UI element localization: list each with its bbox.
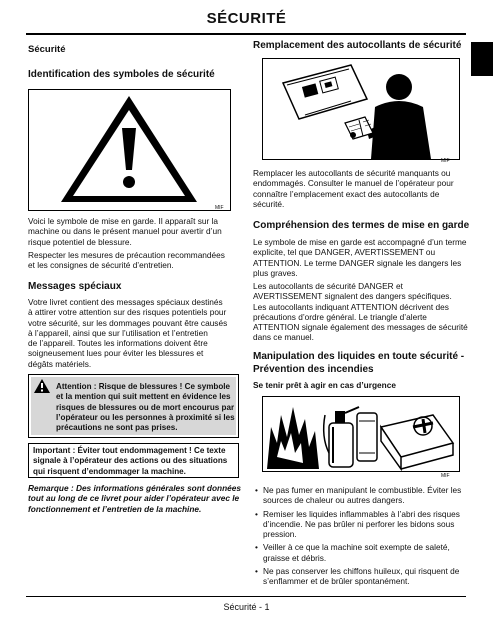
- figure-caption-1: MIF: [441, 158, 450, 164]
- page-number: Sécurité - 1: [223, 602, 270, 612]
- heading-special-messages: Messages spéciaux: [28, 281, 122, 292]
- list-item: • Veiller à ce que la machine soit exempte de saleté, graisse et débris.: [255, 542, 450, 563]
- paragraph-precautions: Respecter les mesures de précaution recommandées et les consignes de sécurité d’entretien.: [28, 250, 225, 271]
- section-label: Sécurité: [28, 44, 66, 55]
- fire-extinguisher-figure: [262, 396, 460, 472]
- heading-signal-words: Compréhension des termes de mise en garde: [253, 220, 470, 231]
- warning-box: [28, 374, 239, 438]
- safety-alert-figure: [28, 89, 231, 211]
- warning-triangle-icon: [34, 379, 50, 393]
- list-item: • Ne pas fumer en manipulant le combustible. Éviter les sources de chaleur ou autres dangers.: [255, 485, 462, 506]
- header-rule: [26, 33, 466, 35]
- safety-alert-triangle-icon: [29, 90, 230, 210]
- section-tab: [471, 42, 493, 76]
- warning-text: Attention : Risque de blessures ! Ce symbole et la mention qui suit mettent en évidence les risques de blessures ou de mort encourus par l’opérateur ou les personnes à proximité si les précautions ne sont pas prises.: [56, 382, 235, 433]
- paragraph-special-messages: Votre livret contient des messages spéciaux destinés à attirer votre attention sur des risques potentiels pour votre sécurité, sur les dommages pouvant être causés à l’appareil, ainsi que sur l’utilisation et l’entretien de l’appareil. Toutes les informations doivent être soigneusement lues pour éviter les blessures et dégâts matériels.: [28, 297, 228, 369]
- subheading-emergency: Se tenir prêt à agir en cas d’urgence: [253, 380, 396, 390]
- heading-replace-decals: Remplacement des autocollants de sécurité: [253, 40, 462, 51]
- figure-caption-2: MIF: [441, 473, 450, 479]
- paragraph-replace-decals: Remplacer les autocollants de sécurité manquants ou endommagés. Consulter le manuel de l’opérateur pour connaître l’emplacement exact des autocollants de sécurité.: [253, 168, 454, 209]
- bullet-list: [253, 485, 473, 587]
- person-reading-manual-icon: [263, 59, 459, 159]
- list-item: • Ne pas conserver les chiffons huileux, qui risquent de s’enflammer et de brûler spontanément.: [255, 566, 460, 587]
- heading-fluids-fire: Manipulation des liquides en toute sécurité - Prévention des incendies: [253, 351, 465, 375]
- notice-box: [28, 443, 239, 478]
- heading-symbols: Identification des symboles de sécurité: [28, 69, 215, 80]
- fire-extinguisher-first-aid-icon: [263, 397, 459, 471]
- paragraph-alert-symbol: Voici le symbole de mise en garde. Il apparaît sur la machine ou dans le présent manuel pour avertir d’un risque potentiel de blessure.: [28, 216, 222, 247]
- paragraph-signal-words-2: Les autocollants de sécurité DANGER et AVERTISSEMENT signalent des dangers spécifiques. Les autocollants indiquant ATTENTION décrivent des précautions d’ordre général. Le triangle d’alerte ATTENTION signale également des messages de sécurité dans ce manuel.: [253, 281, 468, 343]
- replace-decals-figure: [262, 58, 460, 160]
- notice-text: Important : Éviter tout endommagement ! Ce texte signale à l’opérateur des actions ou des situations qui risquent d’endommager la machine.: [33, 446, 228, 476]
- page-title: SÉCURITÉ: [206, 10, 287, 27]
- figure-caption: MIF: [215, 205, 224, 211]
- footer-rule: [26, 596, 466, 597]
- paragraph-signal-words-1: Le symbole de mise en garde est accompagné d’un terme explicite, tel que DANGER, AVERTISSEMENT ou ATTENTION. Le terme DANGER signale les dangers les plus graves.: [253, 237, 467, 278]
- list-item: • Remiser les liquides inflammables à l’abri des risques d’incendie. Ne pas brûler ni perforer les bidons sous pression.: [255, 508, 460, 540]
- remark-text: Remarque : Des informations générales sont données tout au long de ce livret pour aider l’opérateur avec le fonctionnement et l’entretien de la machine.: [28, 483, 242, 514]
